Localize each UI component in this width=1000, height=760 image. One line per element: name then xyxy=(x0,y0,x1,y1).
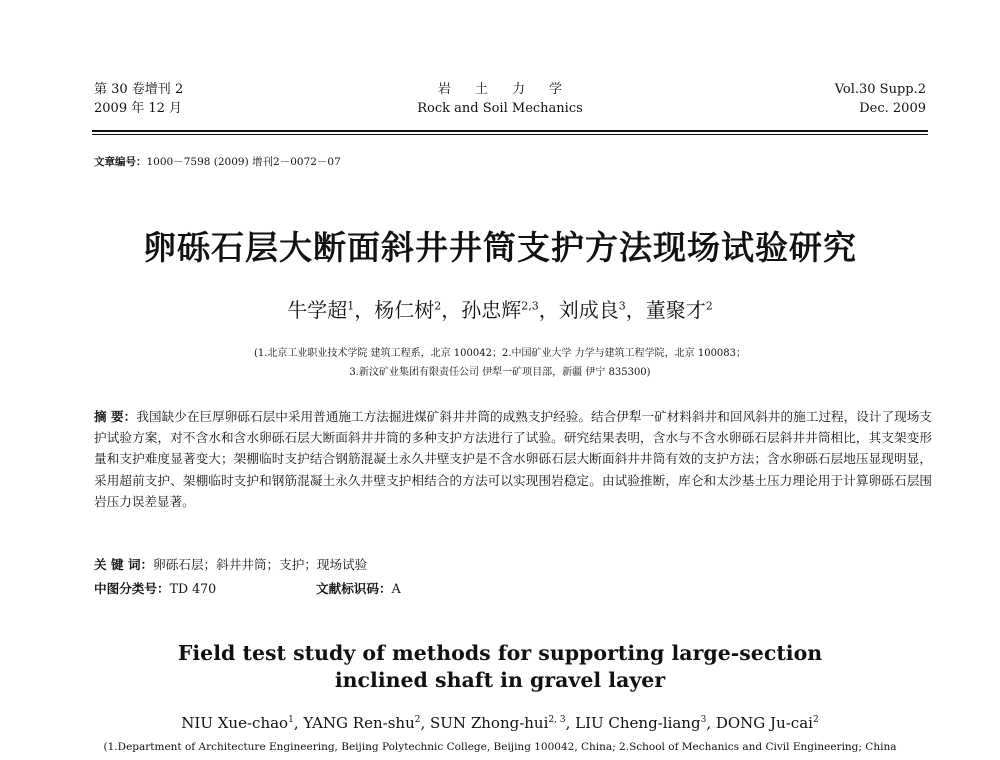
cn-author xyxy=(287,298,354,322)
article-number-value: 1000－7598 (2009) 增刊2－0072－07 xyxy=(146,156,341,168)
header-center xyxy=(380,80,620,118)
cn-author-name: 杨仁树 xyxy=(374,298,435,322)
header-left xyxy=(94,80,183,118)
affiliation-cn xyxy=(0,344,1000,382)
date-cn: 2009 年 12 月 xyxy=(94,101,183,116)
en-author xyxy=(430,714,566,732)
document-code xyxy=(316,578,401,597)
keywords-text: 卵砾石层；斜井井筒；支护；现场试验 xyxy=(153,557,368,572)
cn-author-separator: ， xyxy=(354,298,375,322)
article-number-label: 文章编号： xyxy=(94,156,147,168)
date-en: Dec. 2009 xyxy=(859,101,926,116)
authors-cn xyxy=(0,294,1000,323)
title-en xyxy=(0,640,1000,694)
en-author xyxy=(181,714,294,732)
cn-author-name: 孙忠辉 xyxy=(461,298,522,322)
cn-author-affiliation-mark: 2 xyxy=(705,299,713,313)
en-author xyxy=(303,714,420,732)
volume-cn: 第 30 卷增刊 2 xyxy=(94,82,184,97)
title-cn: 卵砾石层大断面斜井井筒支护方法现场试验研究 xyxy=(143,228,857,267)
cn-author-separator: ， xyxy=(625,298,646,322)
affiliation-cn-line1: (1.北京工业职业技术学院 建筑工程系，北京 100042；2.中国矿业大学 力学与建筑工程学院，北京 100083； xyxy=(253,348,747,359)
cn-author xyxy=(461,298,539,322)
journal-title-en: Rock and Soil Mechanics xyxy=(417,101,583,116)
header-right xyxy=(835,80,926,118)
document-code-value: A xyxy=(391,581,401,596)
journal-title-cn: 岩土力学 xyxy=(437,82,586,97)
cn-author-separator: ， xyxy=(538,298,559,322)
cn-author-name: 董聚才 xyxy=(645,298,706,322)
abstract-label: 摘 要： xyxy=(94,409,137,424)
affiliation-cn-line2: 3.新汶矿业集团有限责任公司 伊犁一矿项目部，新疆 伊宁 835300) xyxy=(349,367,651,378)
cn-author-affiliation-mark: 3 xyxy=(618,299,626,313)
en-author xyxy=(575,714,706,732)
header-rule-thin xyxy=(92,134,928,135)
title-en-line2: inclined shaft in gravel layer xyxy=(334,668,666,692)
abstract xyxy=(94,406,932,512)
cn-author-affiliation-mark: 1 xyxy=(347,299,355,313)
cn-author xyxy=(374,298,441,322)
cn-author-affiliation-mark: 2,3 xyxy=(521,299,539,313)
en-author-separator: , xyxy=(706,714,716,732)
en-author-affiliation-mark: 1 xyxy=(288,715,294,725)
en-author-separator: , xyxy=(420,714,431,732)
cn-author xyxy=(646,298,713,322)
en-author-separator: , xyxy=(293,714,304,732)
cn-author-separator: ， xyxy=(441,298,462,322)
en-author-name: DONG Ju-cai xyxy=(715,714,813,732)
cn-author xyxy=(559,298,626,322)
en-author-affiliation-mark: 2 xyxy=(414,715,421,725)
en-author-affiliation-mark: 2 xyxy=(812,715,819,725)
header-rule-thick xyxy=(92,130,928,132)
en-author xyxy=(716,714,819,732)
article-number xyxy=(94,154,341,169)
keywords xyxy=(94,554,367,573)
clc-value: TD 470 xyxy=(169,581,217,596)
en-author-separator: , xyxy=(565,714,576,732)
en-author-name: YANG Ren-shu xyxy=(303,714,415,732)
keywords-label: 关 键 词： xyxy=(94,557,154,572)
volume-en: Vol.30 Supp.2 xyxy=(834,82,926,97)
title-en-line1: Field test study of methods for supporting large-section xyxy=(177,641,823,665)
document-code-label: 文献标识码： xyxy=(316,581,392,596)
en-author-name: SUN Zhong-hui xyxy=(430,714,549,732)
en-author-affiliation-mark: 3 xyxy=(700,715,707,725)
cn-author-name: 刘成良 xyxy=(558,298,619,322)
authors-en xyxy=(0,714,1000,732)
en-author-name: NIU Xue-chao xyxy=(181,714,289,732)
classification xyxy=(94,578,401,597)
en-author-name: LIU Cheng-liang xyxy=(575,714,701,732)
en-author-affiliation-mark: 2, 3 xyxy=(548,715,566,725)
abstract-text: 我国缺少在巨厚卵砾石层中采用普通施工方法掘进煤矿斜井井筒的成熟支护经验。结合伊犁一矿材料斜井和回风斜井的施工过程，设计了现场支护试验方案，对不含水和含水卵砾石层大断面斜井井筒的多种支护方法进行了试验。研究结果表明，含水与不含水卵砾石层斜井井筒相比，其支架变形量和支护难度显著变大；架棚临时支护结合钢筋混凝土永久井壁支护是不含水卵砾石层大断面斜井井筒有效的支护方法；含水卵砾石层地压显现明显，采用超前支护、架棚临时支护和钢筋混凝土永久井壁支护相结合的方法可以实现围岩稳定。由试验推断，库仑和太沙基土压力理论用于计算卵砾石层围岩压力误差显著。 xyxy=(94,409,932,509)
affiliation-en: (1.Department of Architecture Engineering, Beijing Polytechnic College, Beijing 100042, China; 2.School of Mechanics and Civil Engineering; China xyxy=(103,741,897,753)
cn-author-name: 牛学超 xyxy=(287,298,348,322)
clc-label: 中图分类号： xyxy=(94,581,170,596)
cn-author-affiliation-mark: 2 xyxy=(434,299,442,313)
